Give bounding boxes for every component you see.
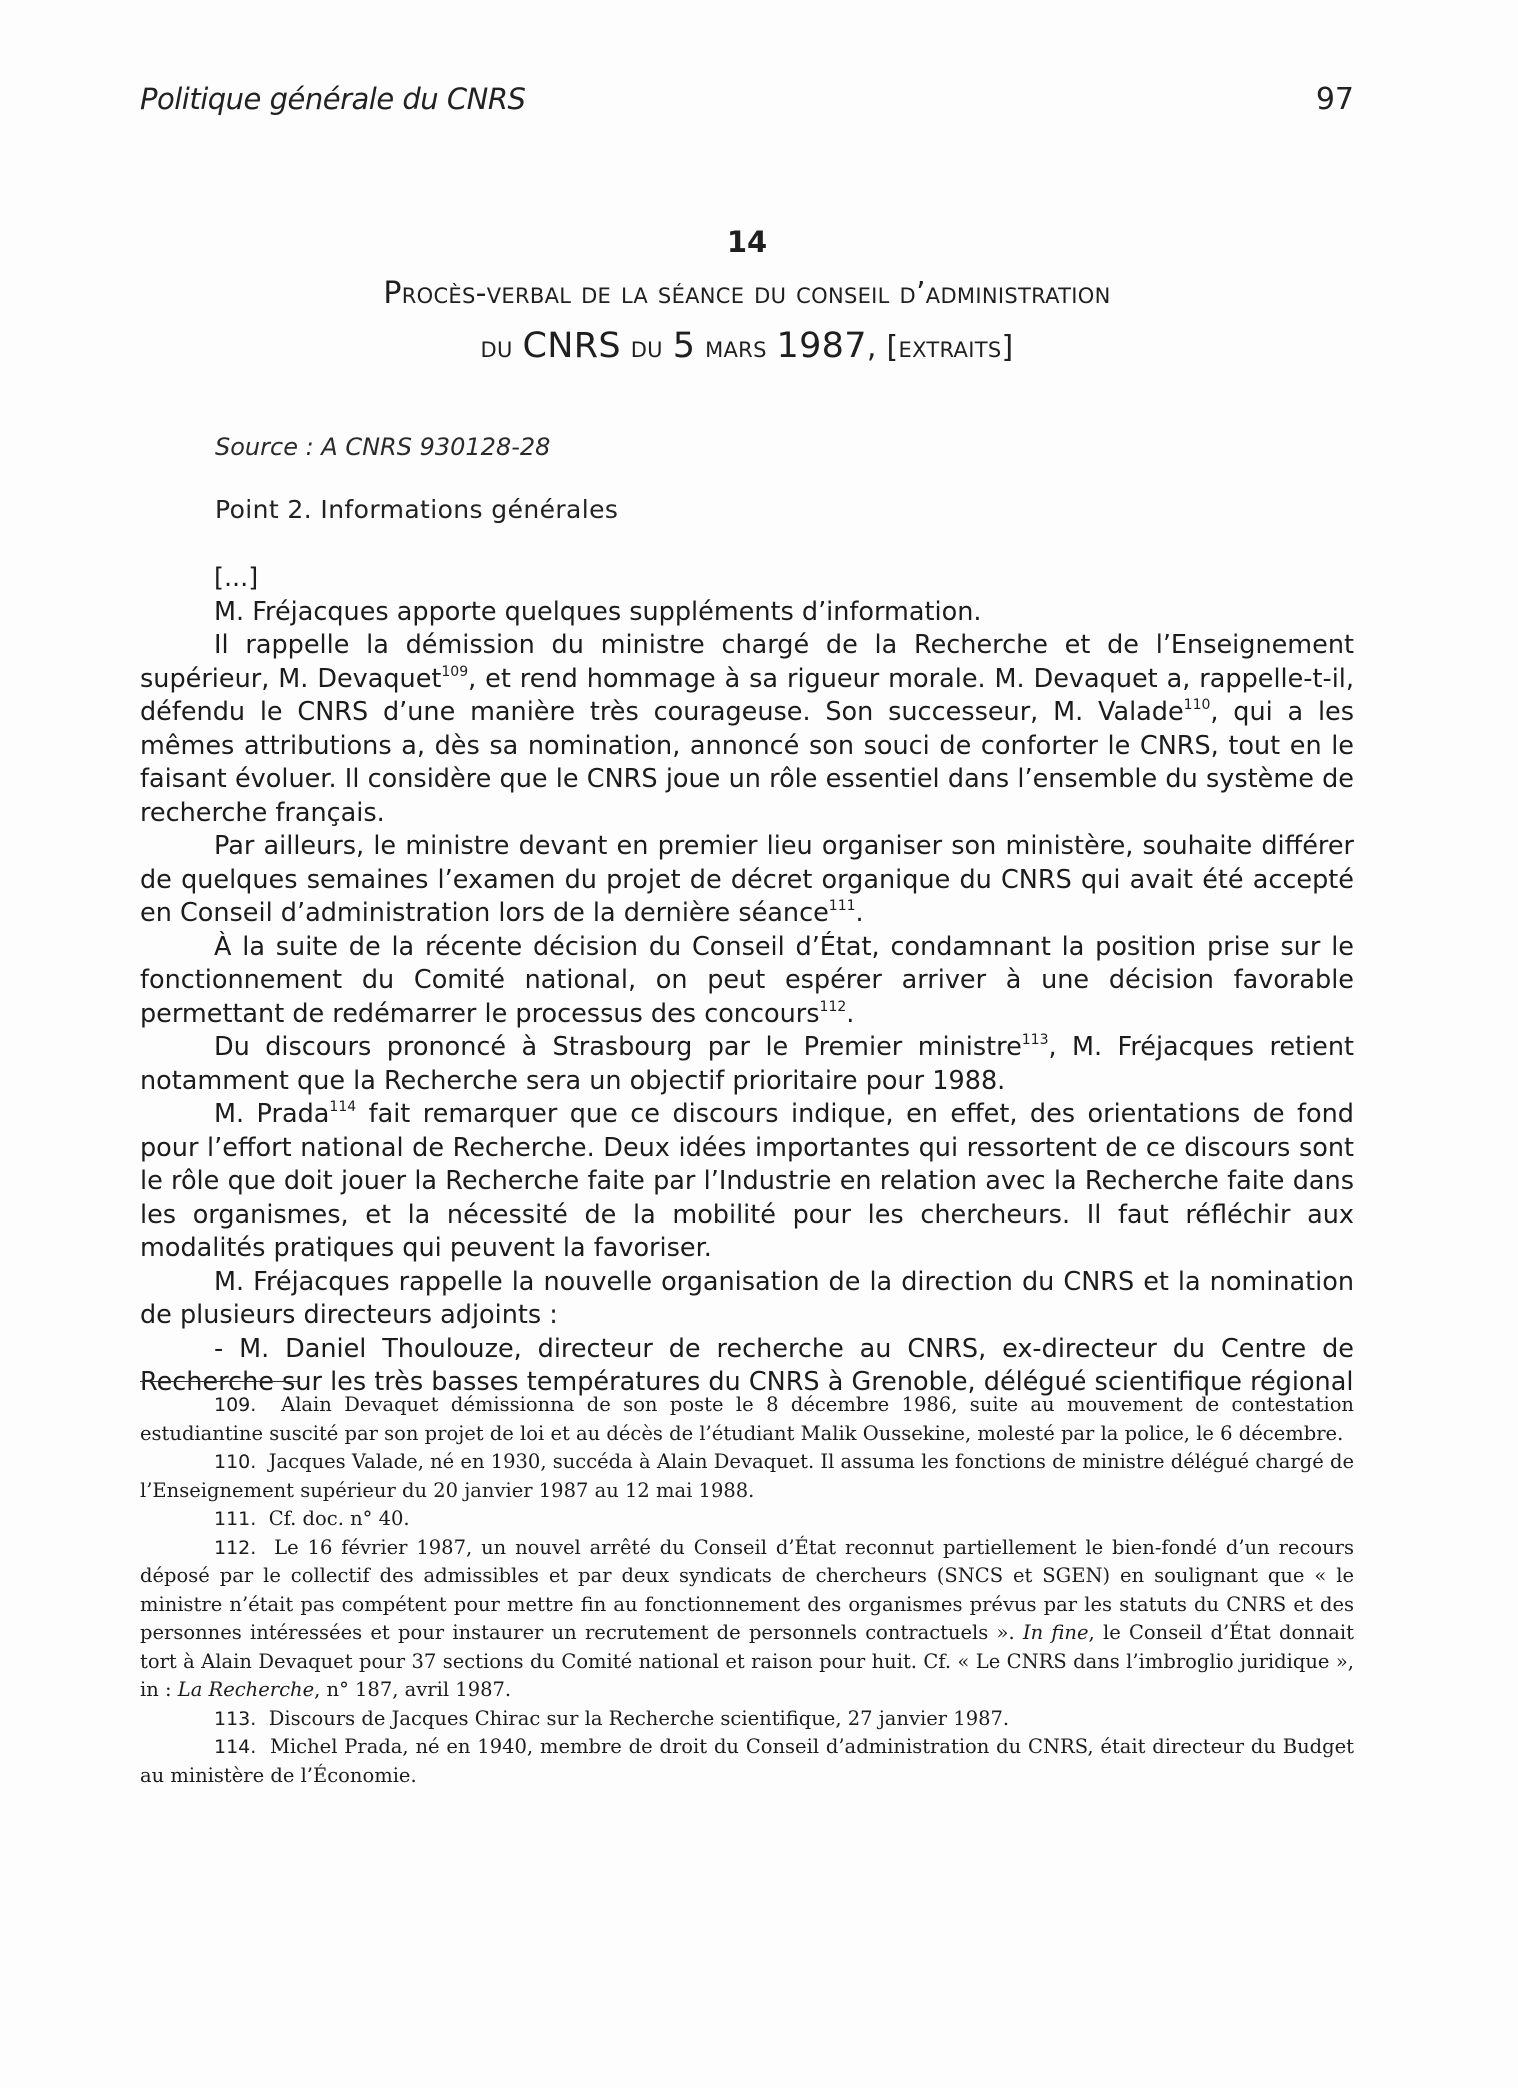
- footnote-110: [140, 1448, 1354, 1505]
- footnote-text: Michel Prada, né en 1940, membre de droit du Conseil d’administration du CNRS, était directeur du Budget au ministère de l’Économie.: [140, 1735, 1354, 1787]
- paragraph-text: , M. Fréjacques retient notamment que la Recherche sera un objectif prioritaire pour 1988.: [140, 1032, 1354, 1096]
- footnote-text: Jacques Valade, né en 1930, succéda à Alain Devaquet. Il assuma les fonctions de ministre délégué chargé de l’Enseignement supérieur du 20 janvier 1987 au 12 mai 1988.: [140, 1450, 1354, 1502]
- paragraph-text: .: [846, 998, 855, 1029]
- title-line-2: [140, 320, 1354, 374]
- footnote-text: Discours de Jacques Chirac sur la Recherche scientifique, 27 janvier 1987.: [268, 1706, 1010, 1730]
- footnote-text: Le 16 février 1987, un nouvel arrêté du Conseil d’État reconnut partiellement le bien-fondé d’un recours déposé par le collectif des admissibles et par deux syndicats de chercheurs (SNCS et SGEN) en soulignant que « le ministre n’était pas compétent pour mettre fin au fonctionnement des organismes prévus par les statuts du CNRS et des personnes intéressées et pour instaurer un recrutement de personnels contractuels ».: [140, 1535, 1354, 1644]
- paragraph-text: Il rappelle la démission du ministre chargé de la Recherche et de l’Enseignement supérieur, M. Devaquet: [140, 630, 1354, 694]
- title-line-1: Procès-verbal de la séance du conseil d’administration: [383, 276, 1111, 311]
- footnote-114: [140, 1733, 1354, 1790]
- paragraph: [140, 1031, 1354, 1098]
- footnote-number: 112.: [214, 1536, 257, 1559]
- footnote-ref[interactable]: 113: [1021, 1032, 1049, 1048]
- section-heading: Point 2. Informations générales: [215, 495, 619, 524]
- paragraph-text: , qui a les mêmes attributions a, dès sa nomination, annoncé son souci de conforter le CNRS, tout en le faisant évoluer. Il considère que le CNRS joue un rôle essentiel dans l’ensemble du système de recherche français.: [140, 697, 1355, 828]
- paragraph-text: M. Prada: [214, 1099, 330, 1129]
- body-text: [140, 562, 1354, 1400]
- paragraph-text: À la suite de la récente décision du Conseil d’État, condamnant la position prise sur le fonctionnement du Comité national, on peut espérer arriver à une décision favorable permettant de redémarrer le processus des concours: [140, 931, 1354, 1029]
- title-du-2: du: [620, 330, 673, 365]
- footnote-text: Alain Devaquet démissionna de son poste le 8 décembre 1986, suite au mouvement de contestation estudiantine suscité par son projet de loi et au décès de l’étudiant Malik Oussekine, molesté par la police, le 6 décembre.: [140, 1393, 1354, 1445]
- document-title: [140, 268, 1354, 374]
- footnote-111: [140, 1505, 1354, 1534]
- footnotes: [140, 1391, 1354, 1790]
- paragraph: - M. Daniel Thoulouze, directeur de recherche au CNRS, ex-directeur du Centre de Recherche sur les très basses températures du CNRS à Grenoble, délégué scientifique régional: [140, 1333, 1354, 1397]
- title-month: mars: [695, 330, 777, 365]
- paragraph-text: fait remarquer que ce discours indique, en effet, des orientations de fond pour l’effort national de Recherche. Deux idées importantes qui ressortent de ce discours sont le rôle que doit jouer la Recherche faite par l’Industrie en relation avec la Recherche faite dans les organismes, et la nécessité de la mobilité pour les chercheurs. Il faut réfléchir aux modalités pratiques qui peuvent la favoriser.: [140, 1099, 1354, 1263]
- footnote-number: 113.: [214, 1707, 257, 1730]
- paragraph-text: .: [855, 898, 864, 928]
- paragraph: [140, 1098, 1354, 1266]
- title-extraits: , [extraits]: [866, 330, 1014, 365]
- paragraph-text: , et rend hommage à sa rigueur morale. M. Devaquet a, rappelle-t-il, défendu le CNRS d’une manière très courageuse. Son successeur, M. Valade: [140, 663, 1354, 727]
- footnote-text: , n° 187, avril 1987.: [314, 1678, 512, 1701]
- footnote-number: 110.: [214, 1451, 257, 1473]
- footnote-ref[interactable]: 110: [1183, 697, 1211, 713]
- footnote-text: Cf. doc. n° 40.: [268, 1507, 410, 1530]
- paragraph: [140, 629, 1354, 830]
- footnote-ref[interactable]: 112: [819, 998, 847, 1015]
- paragraph-text: Du discours prononcé à Strasbourg par le Premier ministre: [214, 1032, 1022, 1062]
- footnote-number: 114.: [214, 1736, 257, 1758]
- footnote-separator: [140, 1381, 300, 1382]
- footnote-ref[interactable]: 109: [441, 663, 469, 680]
- source-reference: Source : A CNRS 930128-28: [215, 433, 551, 461]
- footnote-113: [140, 1705, 1354, 1734]
- footnote-number: 111.: [214, 1508, 257, 1530]
- footnote-109: [140, 1391, 1354, 1448]
- title-du: du: [480, 330, 523, 365]
- footnote-text: , le Conseil d’État donnait tort à Alain Devaquet pour 37 sections du Comité national et raison pour huit. Cf. « Le CNRS dans l’imbroglio juridique », in :: [140, 1621, 1354, 1701]
- page-number: 97: [1315, 82, 1354, 117]
- paragraph: [140, 931, 1354, 1032]
- paragraph: M. Fréjacques rappelle la nouvelle organisation de la direction du CNRS et la nomination de plusieurs directeurs adjoints :: [140, 1266, 1354, 1330]
- running-head: Politique générale du CNRS: [140, 82, 526, 116]
- title-year: 1987: [776, 326, 867, 366]
- footnote-112: [140, 1534, 1354, 1705]
- paragraph: [140, 830, 1354, 931]
- paragraph-ellipsis: [...]: [214, 563, 259, 593]
- footnote-italic: In fine: [1022, 1621, 1089, 1644]
- footnote-ref[interactable]: 114: [329, 1099, 357, 1115]
- paragraph-text: Par ailleurs, le ministre devant en premier lieu organiser son ministère, souhaite différer de quelques semaines l’examen du projet de décret organique du CNRS qui avait été accepté en Conseil d’administration lors de la dernière séance: [140, 831, 1354, 928]
- footnote-ref[interactable]: 111: [828, 898, 856, 914]
- document-number: 14: [726, 225, 768, 259]
- footnote-number: 109.: [214, 1394, 257, 1416]
- title-cnrs: CNRS: [522, 326, 621, 366]
- journal-title: La Recherche: [177, 1678, 315, 1701]
- paragraph: M. Fréjacques apporte quelques suppléments d’information.: [214, 596, 982, 627]
- title-day: 5: [672, 326, 696, 366]
